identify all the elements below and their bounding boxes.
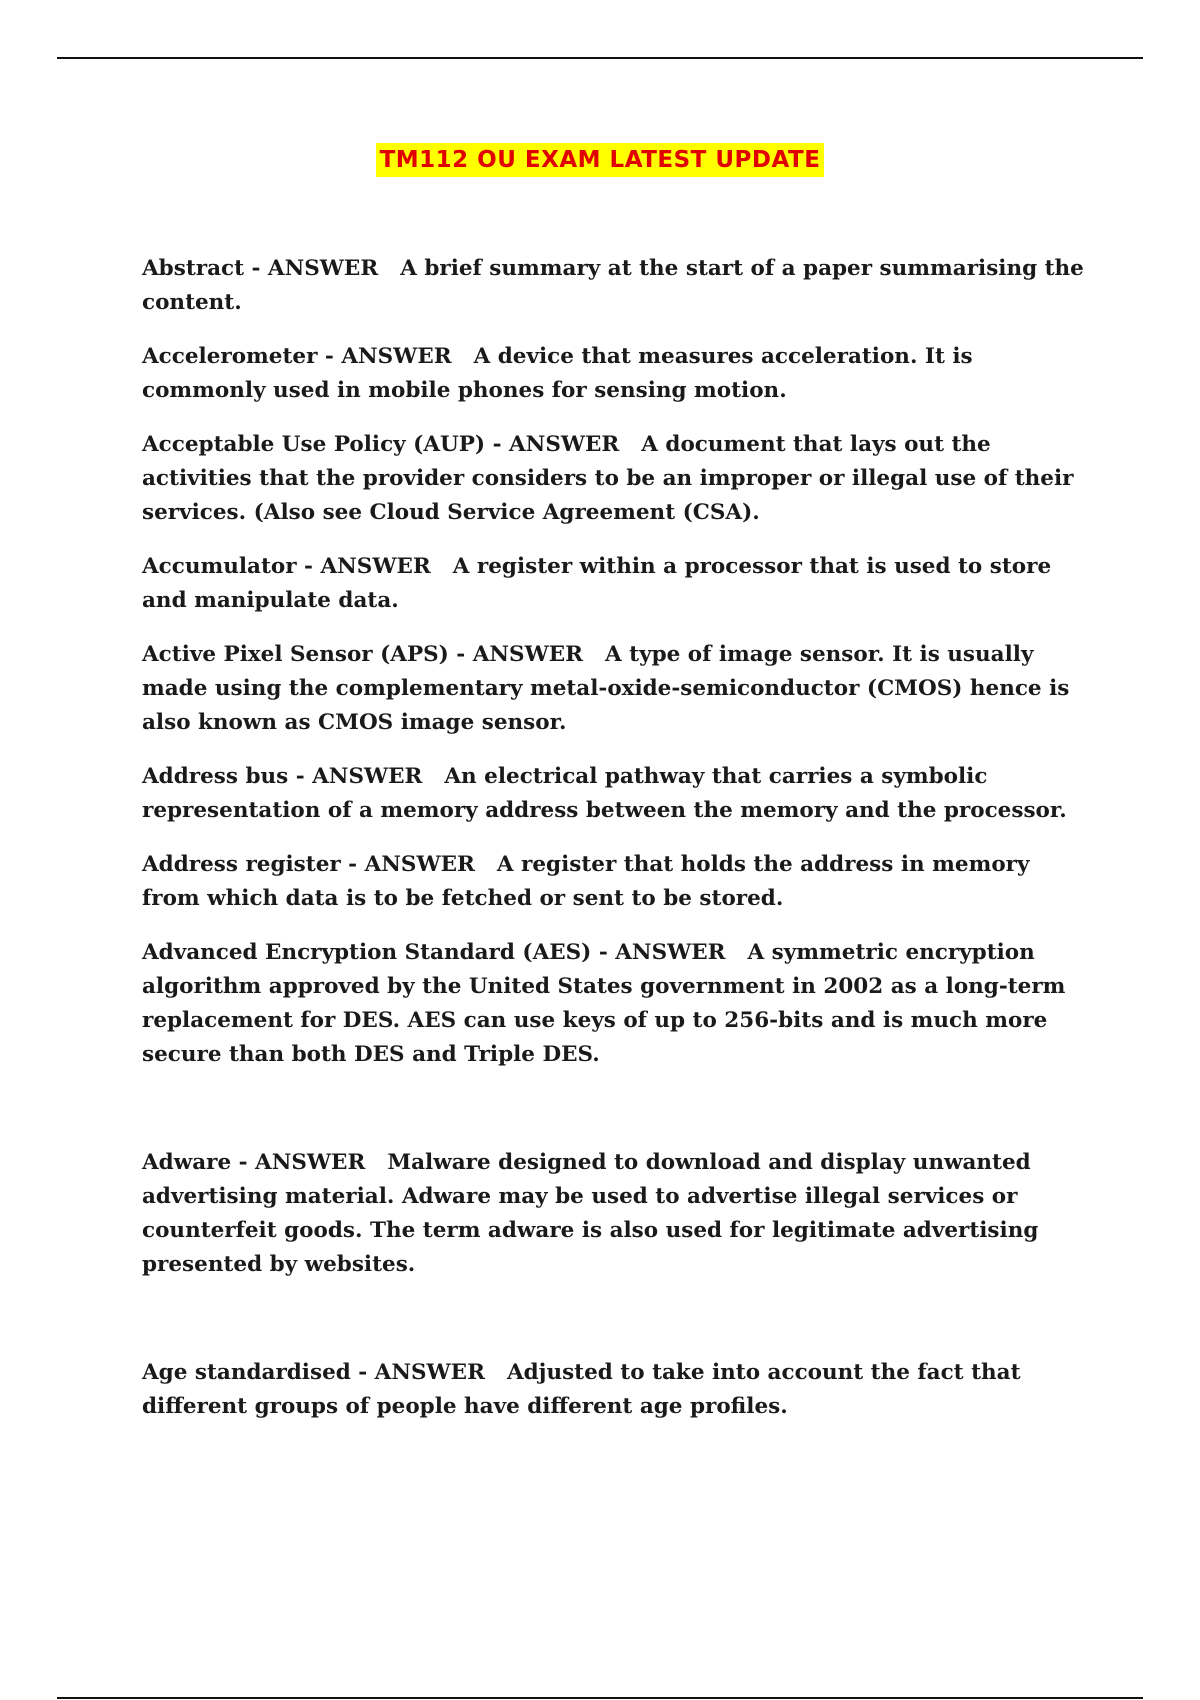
document-title: TM112 OU EXAM LATEST UPDATE bbox=[376, 143, 825, 177]
entry-definition: An electrical pathway that carries a symbolic representation of a memory address between the memory and the processor. bbox=[142, 764, 1067, 823]
glossary-entry bbox=[142, 638, 1092, 740]
glossary-entry bbox=[142, 252, 1092, 320]
bottom-rule bbox=[57, 1697, 1143, 1699]
entry-term: Accumulator - ANSWER bbox=[142, 554, 431, 579]
entry-term: Accelerometer - ANSWER bbox=[142, 344, 452, 369]
glossary-entry bbox=[142, 760, 1092, 828]
entry-term: Adware - ANSWER bbox=[142, 1150, 366, 1175]
glossary-entry bbox=[142, 848, 1092, 916]
entry-definition: A type of image sensor. It is usually made using the complementary metal-oxide-semiconductor (CMOS) hence is also known as CMOS image sensor. bbox=[142, 642, 1070, 735]
entry-term: Acceptable Use Policy (AUP) - ANSWER bbox=[142, 432, 620, 457]
top-rule bbox=[57, 57, 1143, 59]
entry-definition: A brief summary at the start of a paper summarising the content. bbox=[142, 256, 1084, 315]
glossary-entry bbox=[142, 550, 1092, 618]
entry-definition: A device that measures acceleration. It is commonly used in mobile phones for sensing motion. bbox=[142, 344, 973, 403]
glossary-entry bbox=[142, 1146, 1092, 1282]
entry-definition: Adjusted to take into account the fact that different groups of people have different age profiles. bbox=[142, 1360, 1021, 1419]
glossary-entry bbox=[142, 340, 1092, 408]
glossary-entry bbox=[142, 1356, 1092, 1424]
entry-definition: A symmetric encryption algorithm approved by the United States government in 2002 as a long-term replacement for DES. AES can use keys of up to 256-bits and is much more secure than both DES and Triple DES. bbox=[142, 940, 1066, 1067]
entry-term: Address register - ANSWER bbox=[142, 852, 475, 877]
entry-term: Active Pixel Sensor (APS) - ANSWER bbox=[142, 642, 583, 667]
entry-definition: A document that lays out the activities that the provider considers to be an improper or illegal use of their services. (Also see Cloud Service Agreement (CSA). bbox=[142, 432, 1074, 525]
entry-term: Advanced Encryption Standard (AES) - ANSWER bbox=[142, 940, 726, 965]
entry-term: Address bus - ANSWER bbox=[142, 764, 423, 789]
glossary-list bbox=[142, 252, 1092, 1444]
glossary-entry bbox=[142, 936, 1092, 1072]
entry-definition: A register within a processor that is used to store and manipulate data. bbox=[142, 554, 1052, 613]
title-container bbox=[0, 143, 1200, 177]
entry-term: Age standardised - ANSWER bbox=[142, 1360, 485, 1385]
entry-definition: A register that holds the address in memory from which data is to be fetched or sent to be stored. bbox=[142, 852, 1030, 911]
glossary-entry bbox=[142, 428, 1092, 530]
entry-term: Abstract - ANSWER bbox=[142, 256, 379, 281]
entry-definition: Malware designed to download and display unwanted advertising material. Adware may be used to advertise illegal services or counterfeit goods. The term adware is also used for legitimate advertising presented by websites. bbox=[142, 1150, 1039, 1277]
